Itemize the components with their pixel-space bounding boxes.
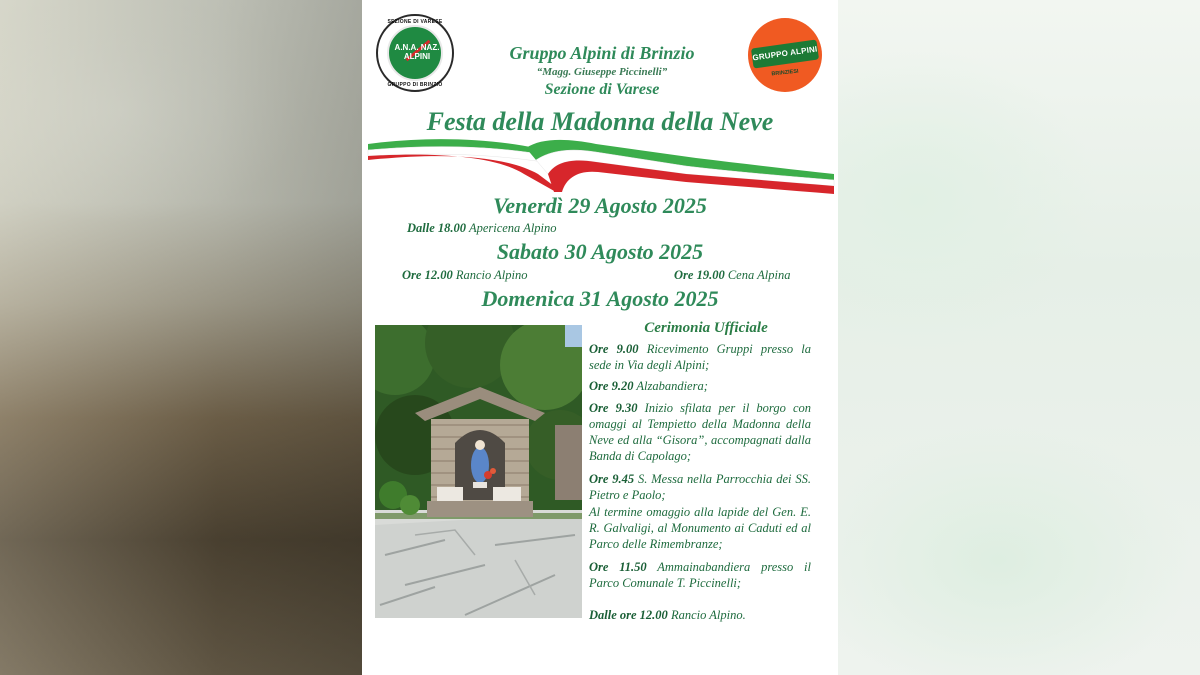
program-item-text: S. Messa nella Parrocchia dei SS. Pietro e Paolo; (589, 472, 811, 502)
blurred-background-left (0, 0, 362, 675)
saturday-date: Sabato 30 Agosto 2025 (496, 239, 704, 264)
logo-center-text: A.N.A. NAZ. ALPINI (394, 43, 440, 61)
group-name: Gruppo Alpini di Brinzio (509, 43, 695, 63)
event-poster (362, 0, 838, 675)
ceremony-title: Cerimonia Ufficiale (644, 320, 768, 336)
logo-bottom-text: GRUPPO DI BRINZIO (387, 82, 443, 88)
dedication: “Magg. Giuseppe Piccinelli” (536, 66, 668, 78)
program-item-text: Al termine omaggio alla lapide del Gen. E. R. Galvaligi, al Monumento ai Caduti ed al Parco delle Rimembranze; (589, 505, 811, 551)
logo-top-text: SEZIONE DI VARESE (387, 19, 443, 25)
program-item (589, 559, 811, 591)
program-item (589, 471, 811, 503)
saturday-event-2 (674, 268, 790, 283)
friday-date: Venerdì 29 Agosto 2025 (493, 193, 707, 218)
friday-event-time: Dalle 18.00 (407, 221, 467, 235)
program-item-text: Ricevimento Gruppi presso la sede in Via degli Alpini; (589, 342, 812, 372)
ana-varese-logo (376, 14, 454, 92)
friday-event (407, 221, 557, 236)
logo-bottom-text: BRINZIESI (771, 68, 799, 78)
italian-flag-ribbon (366, 134, 836, 200)
event-title: Festa della Madonna della Neve (426, 107, 774, 136)
program-item-time: Ore 11.50 (589, 560, 647, 574)
program-item-time: Ore 9.20 (589, 379, 634, 393)
saturday-event-2-time: Ore 19.00 (674, 268, 725, 282)
program-item (589, 341, 811, 373)
sunday-date: Domenica 31 Agosto 2025 (481, 286, 719, 311)
program-item-time: Ore 9.30 (589, 401, 638, 415)
program-item-time: Ore 9.00 (589, 342, 639, 356)
program-item-text: Alzabandiera; (636, 379, 708, 393)
program-item (589, 378, 811, 394)
logo-ribbon (751, 40, 819, 69)
program-item (589, 607, 811, 623)
section-name: Sezione di Varese (544, 81, 660, 98)
blurred-background-right (838, 0, 1200, 675)
program-item-text: Inizio sfilata per il borgo con omaggi al Tempietto della Madonna della Neve ed alla “Gisora”, accompagnati dalla Banda di Capolago; (589, 401, 811, 463)
saturday-event-1-time: Ore 12.00 (402, 268, 453, 282)
logo-ribbon-text: GRUPPO ALPINI (751, 44, 818, 63)
logo-emblem (387, 25, 443, 81)
saturday-event-1 (402, 268, 527, 283)
program-item-time: Ore 9.45 (589, 472, 635, 486)
saturday-event-2-text: Cena Alpina (727, 268, 791, 282)
program-item-text: Ammainabandiera presso il Parco Comunale T. Piccinelli; (589, 560, 812, 590)
program-item (589, 504, 811, 552)
friday-event-text: Apericena Alpino (468, 221, 557, 235)
program-item-time: Dalle ore 12.00 (589, 608, 668, 622)
madonna-shrine-photo (375, 325, 582, 618)
gruppo-alpini-logo (748, 18, 822, 92)
program-item-text: Rancio Alpino. (670, 608, 746, 622)
saturday-event-1-text: Rancio Alpino (455, 268, 528, 282)
program-item (589, 400, 811, 464)
